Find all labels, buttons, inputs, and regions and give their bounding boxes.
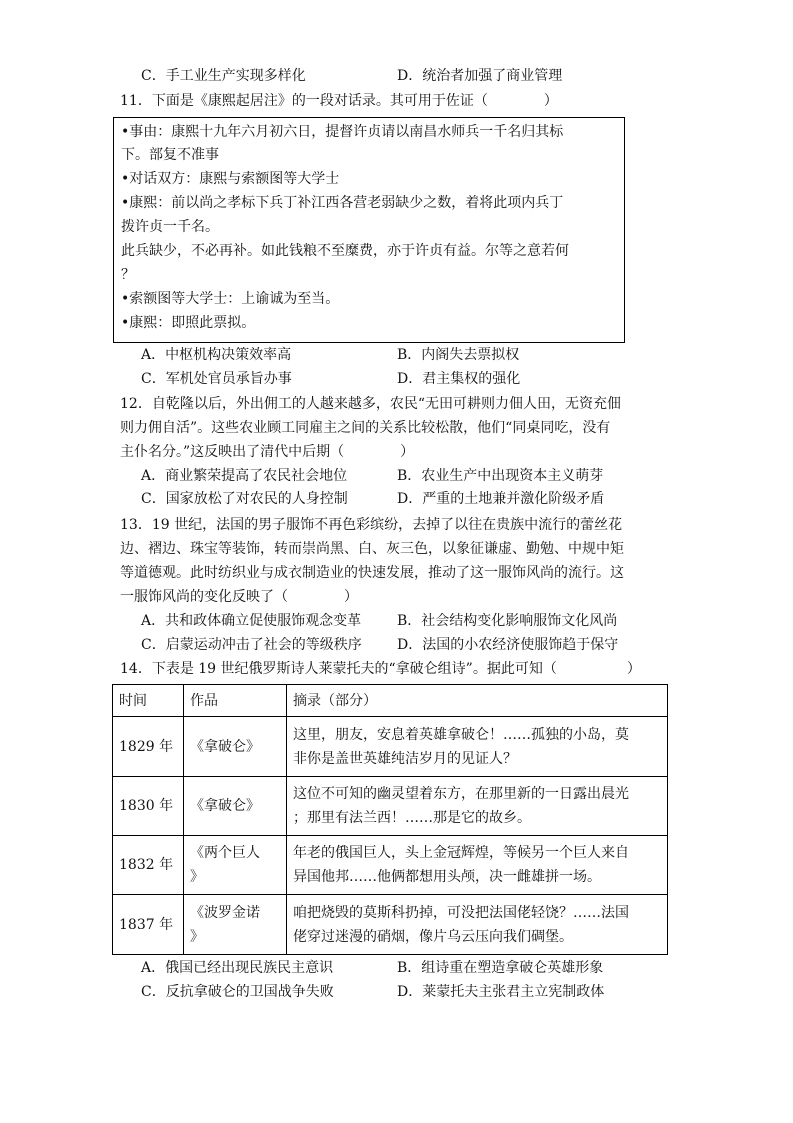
q10-option-c: C．手工业生产实现多样化 <box>141 68 306 84</box>
cell-work <box>184 895 287 955</box>
work-line: 《两个巨人 <box>190 845 260 861</box>
q11-quote-box <box>113 117 625 343</box>
excerpt-line: 咱把烧毁的莫斯科扔掉，可没把法国佬轻饶？……法国 <box>293 904 629 921</box>
cell-excerpt <box>287 777 668 836</box>
q13-option-d: D．法国的小农经济使服饰趋于保守 <box>397 637 619 653</box>
q13-option-a: A．共和政体确立促使服饰观念变革 <box>141 613 362 629</box>
q11-box-line: •康熙：即照此票拟。 <box>121 315 256 331</box>
header-time: 时间 <box>113 685 184 717</box>
q11-option-b: B．内阁失去票拟权 <box>397 347 520 363</box>
excerpt-line: 非你是盖世英雄纯洁岁月的见证人？ <box>293 750 517 767</box>
q11-option-c: C．军机处官员承旨办事 <box>141 371 292 387</box>
q13-option-b: B．社会结构变化影响服饰文化风尚 <box>397 613 618 629</box>
table-header-row <box>113 685 668 717</box>
q11-box-line: 拨许贞一千名。 <box>121 219 219 235</box>
excerpt-line: 佬穿过迷漫的硝烟，像片乌云压向我们碉堡。 <box>293 928 573 945</box>
q13-stem-line: 13．19 世纪，法国的男子服饰不再色彩缤纷，去掉了以往在贵族中流行的蕾丝花 <box>120 517 623 533</box>
header-excerpt: 摘录（部分） <box>287 685 668 717</box>
q11-stem: 11．下面是《康熙起居注》的一段对话录。其可用于佐证（ ） <box>120 93 558 109</box>
table-row <box>113 717 668 777</box>
q12-stem-line: 则力佣自活”。这些农业顾工同雇主之间的关系比较松散，他们“同桌同吃，没有 <box>120 420 611 436</box>
table-row <box>113 836 668 895</box>
excerpt-line: 年老的俄国巨人，头上金冠辉煌，等候另一个巨人来自 <box>293 845 629 861</box>
q12-option-a: A．商业繁荣提高了农民社会地位 <box>141 468 348 484</box>
q11-box-line: 此兵缺少，不必再补。如此钱粮不至糜费，亦于许贞有益。尔等之意若何 <box>121 243 569 259</box>
cell-year: 1832 年 <box>113 836 184 895</box>
q13-stem-line: 等道德观。此时纺织业与成衣制造业的快速发展，推动了这一服饰风尚的流行。这 <box>120 565 624 581</box>
q11-box-line: •索额图等大学士：上谕诚为至当。 <box>121 291 340 307</box>
cell-excerpt <box>287 717 668 777</box>
q14-option-a: A．俄国已经出现民族民主意识 <box>141 960 334 976</box>
q11-option-d: D．君主集权的强化 <box>397 371 521 387</box>
q11-box-line: •事由：康熙十九年六月初六日，提督许贞请以南昌水师兵一千名归其标 <box>121 124 564 140</box>
table-row <box>113 895 668 955</box>
q14-option-c: C．反抗拿破仑的卫国战争失败 <box>141 984 334 1000</box>
q13-stem-line: 一服饰风尚的变化反映了（ ） <box>120 589 358 605</box>
excerpt-line: 异国他邦……他俩都想用头颅，决一雌雄拼一场。 <box>293 869 601 885</box>
table-row <box>113 777 668 836</box>
q10-option-d: D．统治者加强了商业管理 <box>397 68 563 84</box>
q11-box-line: •对话双方：康熙与索额图等大学士 <box>121 171 340 187</box>
cell-work <box>184 836 287 895</box>
cell-year: 1837 年 <box>113 895 184 955</box>
q11-box-line: •康熙：前以尚之孝标下兵丁补江西各营老弱缺少之数，着将此项内兵丁 <box>121 195 564 211</box>
excerpt-line: 这位不可知的幽灵望着东方，在那里新的一日露出晨光 <box>293 786 629 802</box>
q13-option-c: C．启蒙运动冲击了社会的等级秩序 <box>141 637 362 653</box>
work-line: 》 <box>190 869 204 885</box>
excerpt-line: ；那里有法兰西！……那是它的故乡。 <box>293 810 531 826</box>
q14-stem: 14．下表是 19 世纪俄罗斯诗人莱蒙托夫的“拿破仑组诗”。据此可知（ ） <box>120 661 641 677</box>
q14-option-b: B．组诗重在塑造拿破仑英雄形象 <box>397 960 604 976</box>
q13-stem-line: 边、褶边、珠宝等装饰，转而崇尚黑、白、灰三色，以象征谦虚、勤勉、中规中矩 <box>120 541 624 557</box>
cell-year: 1829 年 <box>113 717 184 777</box>
q12-option-b: B．农业生产中出现资本主义萌芽 <box>397 468 604 484</box>
q12-stem-line: 主仆名分。”这反映出了清代中后期（ ） <box>120 444 415 460</box>
cell-excerpt <box>287 836 668 895</box>
q11-box-line: 下。部复不准事 <box>121 147 219 163</box>
cell-work: 《拿破仑》 <box>184 777 287 836</box>
header-work: 作品 <box>184 685 287 717</box>
q12-option-d: D．严重的土地兼并激化阶级矛盾 <box>397 491 605 507</box>
cell-work: 《拿破仑》 <box>184 717 287 777</box>
q12-stem-line: 12．自乾隆以后，外出佣工的人越来越多，农民“无田可耕则力佃人田，无资充佃 <box>120 396 621 412</box>
q14-option-d: D．莱蒙托夫主张君主立宪制政体 <box>397 984 605 1000</box>
cell-year: 1830 年 <box>113 777 184 836</box>
excerpt-line: 这里，朋友，安息着英雄拿破仑！……孤独的小岛，莫 <box>293 726 629 743</box>
q12-option-c: C．国家放松了对农民的人身控制 <box>141 491 348 507</box>
work-line: 》 <box>190 928 204 945</box>
cell-excerpt <box>287 895 668 955</box>
poem-table <box>112 684 668 955</box>
q11-option-a: A．中枢机构决策效率高 <box>141 347 292 363</box>
work-line: 《波罗金诺 <box>190 904 260 921</box>
q11-box-line: ？ <box>121 267 135 283</box>
